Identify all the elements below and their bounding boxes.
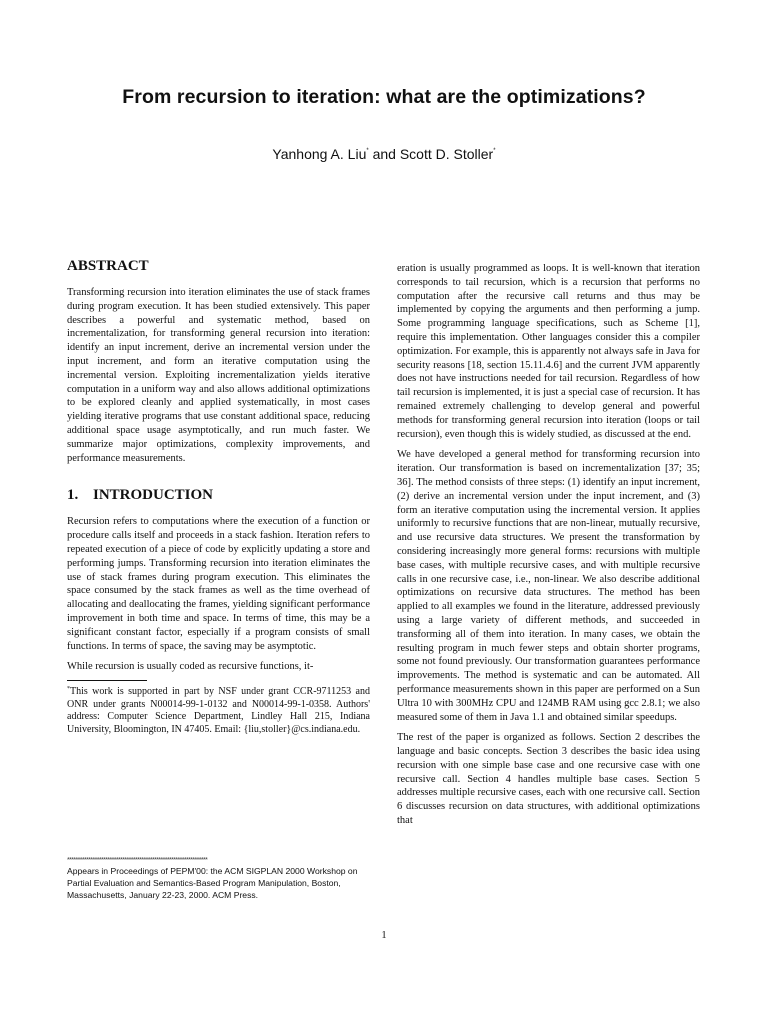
abstract-heading: ABSTRACT bbox=[67, 258, 149, 274]
right-column bbox=[397, 262, 700, 828]
author-name: Yanhong A. Liu bbox=[272, 146, 367, 162]
section-title: INTRODUCTION bbox=[93, 487, 214, 504]
author-footnote-marker: * bbox=[493, 148, 496, 154]
author-conjunction: and bbox=[372, 146, 396, 162]
body-paragraph: We have developed a general method for transforming recursion into iteration. Our transformation is based on incrementalization [37; 35; 36]. The method consists of three steps: (1) identify an input increment, (2) derive an incremental version under the input increment, and (3) form an iterative computation using the incremental version. It applies uniformly to recursive functions that are non-linear, mutually recursive, and use recursive data structures. We present the transformation by considering increasingly more general forms: recursions with multiple base cases, with multiple recursive cases, and with multiple recursive calls in one recursive case, i.e., non-linear. We also describe additional optimizations on recursive data structures. The method has been applied to all examples we found in the literature, addressed previously using a large variety of different methods, and succeeded in transforming all of them into iteration. In many cases, we obtain the resulting program in much fewer steps and obtain shorter programs, some not found previously. Our transformation guarantees performance improvements. The method is systematic and can be automated. All performance measurements shown in this paper are performed on a Sun Ultra 10 with 300MHz CPU and 124MB RAM using gcc 2.8.1; we also measured some of them in Java 1.1 and obtained similar speedups. bbox=[397, 449, 700, 723]
body-paragraph: The rest of the paper is organized as follows. Section 2 describes the language and basic concepts. Section 3 describes the basic idea using recursion with one simple base case and one recursive case with one recursive call. Section 4 handles multiple base cases. Section 5 addresses multiple recursive cases, each with one recursive call. Section 6 discusses recursion on data structures, with additional optimizations that bbox=[397, 732, 700, 827]
section-heading-introduction bbox=[67, 487, 370, 504]
left-column bbox=[67, 258, 370, 737]
body-paragraph: eration is usually programmed as loops. It is well-known that iteration corresponds to tail recursion, which is a recursion that performs no computation after the recursive call returns and thus may be implemented by copying the arguments and then performing a jump. Some programming language specifications, such as Scheme [1], require this implementation. Other languages consider this a compiler optimization. For example, this is apparently not always safe in Java for security reasons [18, section 15.11.4.6] and the current JVM apparently does not have instructions needed for tail recursion. Regardless of how tail recursion is implemented, it is just a special case of recursion. It has remained extremely challenging to develop general and powerful methods for transforming general recursion into iteration (loops or tail recursion), even though this is widely studied, as discussed at the end. bbox=[397, 263, 700, 440]
footnote-marker: * bbox=[67, 686, 70, 693]
footnote-divider bbox=[67, 680, 147, 681]
author-line bbox=[0, 146, 768, 162]
funding-footnote bbox=[67, 683, 370, 736]
proceedings-text: Appears in Proceedings of PEPM'00: the ACM SIGPLAN 2000 Workshop on Partial Evaluation and Semantics-Based Program Manipulation, Boston, Massachusetts, January 22-23, 2000. ACM Press. bbox=[67, 866, 358, 900]
author-name: Scott D. Stoller bbox=[399, 146, 494, 162]
page-number: 1 bbox=[381, 930, 387, 941]
section-number: 1. bbox=[67, 487, 79, 504]
abstract-text: Transforming recursion into iteration eliminates the use of stack frames during program execution. It has been studied extensively. This paper describes a powerful and systematic method, based on incrementalization, for transforming general recursion into iteration: identify an input increment, derive an incremental version under the input increment, and form an iterative computation using the incremental version. Exploiting incrementalization yields iterative computation in a uniform way and also allows additional optimizations to be explored cleanly and applied systematically, in most cases yielding iterative programs that use constant additional space, reducing additional space usage asymptotically, and run much faster. We summarize major optimizations, complexity improvements, and performance measurements. bbox=[67, 287, 370, 464]
intro-paragraph: While recursion is usually coded as recursive functions, it- bbox=[67, 661, 314, 673]
proceedings-separator: ****************************************************************** bbox=[67, 857, 208, 864]
footnote-text: This work is supported in part by NSF under grant CCR-9711253 and ONR under grants N00014-99-1-0132 and N00014-99-1-0358. Authors' address: Computer Science Department, Lindley Hall 215, Indiana University, Bloomington, IN 47405. Email: {liu,stoller}@cs.indiana.edu. bbox=[67, 686, 370, 735]
intro-paragraph: Recursion refers to computations where the execution of a function or procedure calls itself and proceeds in a stack fashion. Iteration refers to repeated execution of a piece of code by explicitly updating a store and performing jumps. Transforming recursion into iteration eliminates the use of stack frames during program execution. This eliminates the space consumed by the stack frames as well as the time overhead of allocating and deallocating the frames, yielding significant performance improvement in both time and space. In terms of time, this may be a significant constant factor, especially if a program consists of small functions. In terms of space, the saving may be asymptotic. bbox=[67, 516, 370, 652]
proceedings-note bbox=[67, 857, 370, 901]
paper-title: From recursion to iteration: what are the optimizations? bbox=[122, 86, 646, 108]
author-footnote-marker: * bbox=[366, 148, 369, 154]
